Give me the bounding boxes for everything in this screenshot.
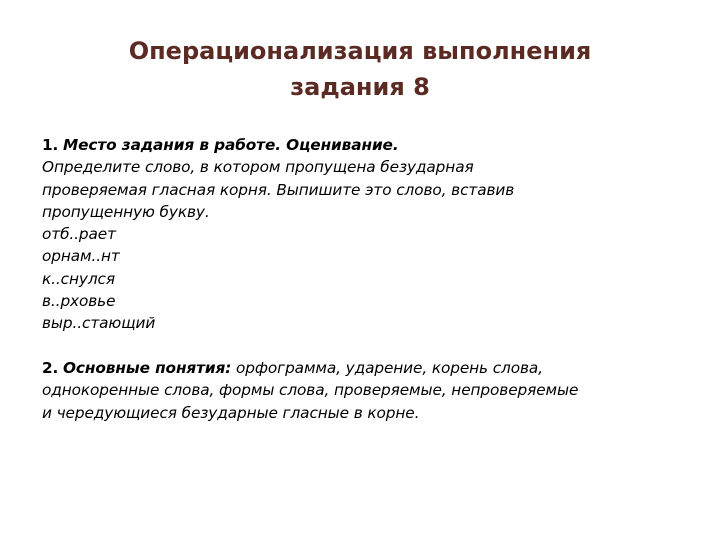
task-line-2: проверяемая гласная корня. Выпишите это слово, вставив (42, 180, 515, 199)
section-1-heading-line (42, 134, 692, 156)
word-option-2: орнам..нт (42, 247, 120, 266)
word-option-1: отб..рает (42, 225, 116, 244)
slide-title (40, 33, 680, 105)
title-line-2: задания 8 (290, 73, 430, 101)
task-line-1: Определите слово, в котором пропущена безударная (42, 158, 474, 177)
section-2-heading: Основные понятия: (63, 358, 232, 377)
word-option-3: к..снулся (42, 269, 115, 288)
word-option-5: выр..стающий (42, 314, 156, 333)
section-2-concepts-line-2: однокоренные слова, формы слова, проверяемые, непроверяемые (42, 381, 579, 400)
slide-body (42, 134, 692, 424)
task-line-3: пропущенную букву. (42, 202, 210, 221)
word-option-4: в..рховье (42, 292, 116, 311)
section-2-heading-line (42, 357, 692, 379)
spacer (42, 335, 692, 357)
section-2-number: 2. (42, 358, 59, 377)
section-2-concepts-line-1: орфограмма, ударение, корень слова, (236, 358, 543, 377)
title-line-1: Операционализация выполнения (128, 37, 592, 65)
section-1-number: 1. (42, 136, 59, 154)
section-2-concepts-line-3: и чередующиеся безударные гласные в корне. (42, 403, 420, 422)
section-1-heading: Место задания в работе. Оценивание. (63, 136, 399, 154)
